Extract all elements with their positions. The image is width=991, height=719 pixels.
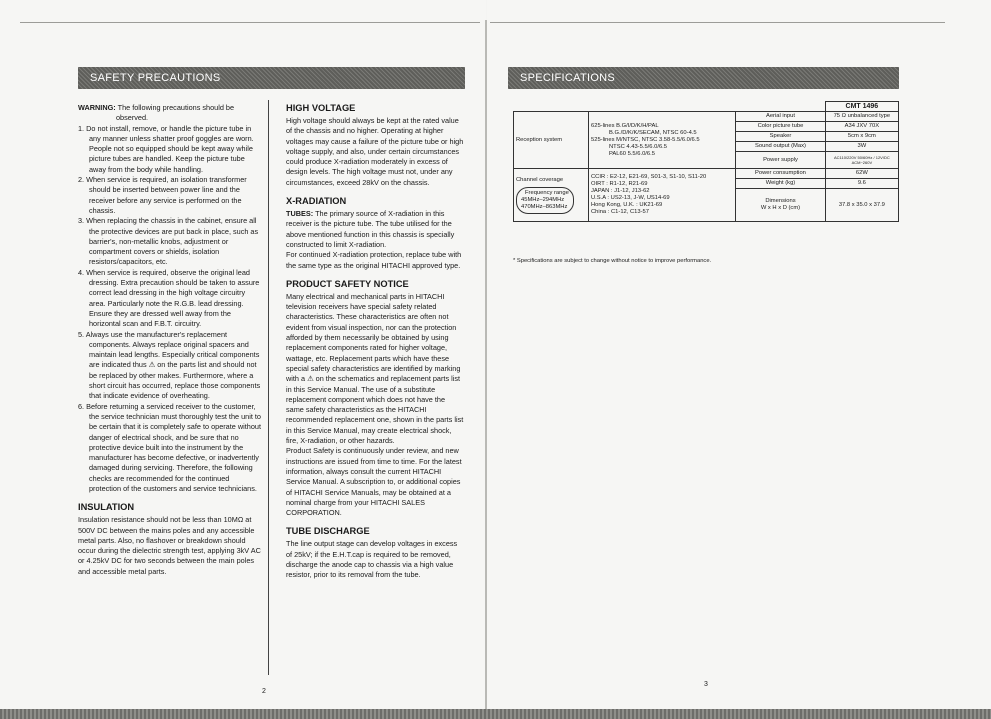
scan-edge — [0, 709, 991, 719]
precaution-item: 2. When service is required, an isolation transformer should be inserted between power line and the receiver before any service is performed on the chassis. — [78, 175, 247, 215]
psn-text-2: Product Safety is continuously under review, and new instructions are issued from time to time. For the latest information, always consult the current HITACHI Service Manual. A subscription to, or additional copies of HITACHI Service Manuals, may be obtained at a nominal charge from your HITACHI SALES CORPORATION. — [286, 446, 462, 518]
spec-value: AC110/220V 50/60Hz / 12V/DC ACM~260V — [825, 152, 898, 169]
page-number-right: 3 — [704, 681, 708, 688]
reception-values — [589, 112, 736, 169]
reception-line: 625-lines B.G/I/D/K/H/PAL — [591, 122, 659, 129]
reception-label: Reception system — [514, 112, 589, 169]
channel-label: Channel coverage — [516, 176, 564, 183]
frequency-label: Frequency range — [525, 189, 569, 196]
column-divider — [268, 100, 269, 675]
channel-values — [589, 169, 736, 222]
specifications-table — [513, 101, 899, 222]
spec-value: 5cm x 9cm — [825, 132, 898, 142]
specifications-banner: SPECIFICATIONS — [508, 67, 899, 89]
table-row — [514, 112, 899, 122]
channel-line: OIRT : R1-12, R21-69 — [591, 181, 648, 187]
channel-line: Hong Kong, U.K. : UK21-69 — [591, 202, 663, 208]
precaution-list — [78, 124, 261, 495]
precaution-item: 3. When replacing the chassis in the cabinet, ensure all the protective devices are put back in place, such as barrier's, non-metallic knobs, adjustment or compartment covers or shields, isolation resistors/capacitors, etc. — [78, 216, 259, 267]
precaution-item: 4. When service is required, observe the original lead dressing. Extra precaution should be taken to assure correct lead dressing in the high voltage circuitry area. Particularly note the R.G.B. lead dressing. Ensure they are dressed well away from the horizontal scan and F.B.T. circuitry. — [78, 267, 260, 329]
spec-label: Weight (kg) — [736, 179, 826, 189]
reception-line: NTSC 4.43-5.5/6.0/6.5 — [609, 143, 668, 150]
top-rule-left — [20, 22, 480, 23]
page-gutter — [485, 20, 487, 710]
xrad-text: The primary source of X-radiation in this receiver is the picture tube. The tube utilised for the above mentioned function in this chassis is specially constructed to limit X-radiation. — [286, 209, 455, 249]
channel-line: U.S.A : US2-13, J-W, US14-69 — [591, 195, 670, 201]
spec-footnote: * Specifications are subject to change without notice to improve performance. — [513, 258, 712, 264]
spec-label: Power supply — [736, 152, 826, 169]
psn-text: Many electrical and mechanical parts in HITACHI television receivers have special safety related characteristics. These characteristics are often not evident from visual inspection, nor can the protection afforded by them necessarily be obtained by using replacement components rated for higher voltage, wattage, etc. Replacement parts which have these special safety characteristics are identified by marking with a ⚠ on the schematics and replacement parts list in this Service Manual. The use of a substitute replacement component which does not have the same safety characteristics as the HITACHI recommended replacement one, shown in the parts list in this Service Manual, may create electrical shock, fire, X-radiation, or other hazards. — [286, 291, 464, 446]
precaution-item: 6. Before returning a serviced receiver to the customer, the service technician must thoroughly test the unit to be certain that it is completely safe to operate without danger of electrical shock, and be sure that no protective device built into the instrument by the manufacturer has become defective, or inadvertently damaged during servicing. Therefore, the following checks are recommended for the continued protection of the customers and service technicians. — [78, 401, 261, 493]
xrad-text-2: For continued X-radiation protection, replace tube with the same type as the original HITACHI approved type. — [286, 250, 462, 270]
safety-banner: SAFETY PRECAUTIONS — [78, 67, 465, 89]
spec-value: 3W — [825, 142, 898, 152]
psn-heading: PRODUCT SAFETY NOTICE — [286, 278, 409, 289]
model-name: CMT 1496 — [825, 102, 898, 112]
warning-label: WARNING: — [78, 103, 116, 112]
precaution-item: 5. Always use the manufacturer's replacement components. Always replace original spacers and maintain lead lengths. Especially critical components are indicated thus ⚠ on the parts list and should not be replaced by other makes. Furthermore, where a short circuit has occurred, replace those components that indicate evidence of overheating. — [78, 329, 261, 401]
dimensions-label: Dimensions — [765, 198, 796, 204]
reception-line: 525-lines M/NTSC, NTSC 3.58-5.5/6.0/6.5 — [591, 136, 700, 143]
reception-line: PAL60 5.5/6.0/6.5 — [609, 150, 655, 157]
reception-line: B.G./D/K/K/SECAM, NTSC 60-4.5 — [609, 129, 697, 136]
model-row — [514, 102, 899, 112]
frequency-line: 470MHz–863MHz — [521, 203, 568, 210]
high-voltage-heading: HIGH VOLTAGE — [286, 103, 356, 113]
dimensions-value: 37.8 x 35.0 x 37.9 — [825, 189, 898, 222]
tube-text: The line output stage can develop voltages in excess of 25kV; if the E.H.T.cap is required to be removed, discharge the anode cap to chassis via a high value resistor, prior to its removal from the tube. — [286, 539, 458, 580]
spec-value: 75 Ω unbalanced type — [825, 112, 898, 122]
spec-value: 62W — [825, 169, 898, 179]
spec-value: A34 JXV 70X — [825, 122, 898, 132]
frequency-line: 45MHz–294MHz — [521, 196, 565, 203]
channel-line: China : C1-12, C13-57 — [591, 209, 650, 215]
insulation-heading: INSULATION — [78, 502, 135, 513]
table-row — [514, 169, 899, 179]
spec-value: 9.6 — [825, 179, 898, 189]
high-voltage-text: High voltage should always be kept at the rated value of the chassis and no higher. Operating at higher voltages may cause a failure of the picture tube or high voltage supply, and also, under certain circumstances could produce X-radiation moderately in excess of design levels. The high voltage must not, under any circumstances, exceed 28kV on the chassis. — [286, 116, 464, 187]
xrad-label: TUBES: — [286, 209, 314, 219]
precaution-item: 1. Do not install, remove, or handle the picture tube in any manner unless shatter proof goggles are worn. People not so equipped should be kept away while picture tubes are handled. Keep the picture tube away from the body while handling. — [78, 123, 254, 174]
dimensions-cell — [736, 189, 826, 222]
spec-label: Sound output (Max) — [736, 142, 826, 152]
insulation-text: Insulation resistance should not be less than 10MΩ at 500V DC between the mains poles and any accessible metal parts. Also, no flashover or breakdown should occur during the dielectric strength test, applying 3kV AC or 4.25kV DC for two seconds between the main poles and accessible metal parts. — [78, 515, 261, 576]
page-number-left: 2 — [262, 688, 266, 695]
channel-cell — [514, 169, 589, 222]
spec-label: Aerial input — [736, 112, 826, 122]
tube-heading: TUBE DISCHARGE — [286, 526, 370, 537]
spec-label: Color picture tube — [736, 122, 826, 132]
frequency-box — [516, 187, 574, 214]
xrad-heading: X-RADIATION — [286, 196, 347, 207]
warning-cont: observed. — [116, 113, 149, 123]
xrad-paragraph — [286, 209, 464, 250]
warning-text: The following precautions should be — [117, 103, 235, 112]
channel-line: CCIR : E2-12, E21-69, S01-3, S1-10, S11-20 — [591, 174, 707, 180]
right-column — [286, 103, 464, 581]
top-rule-right — [490, 22, 945, 23]
channel-line: JAPAN : J1-12, J13-62 — [591, 188, 650, 194]
spec-label: Power consumption — [736, 169, 826, 179]
dimensions-sub: W x H x D (cm) — [760, 205, 801, 211]
left-column — [78, 103, 261, 577]
spec-label: Speaker — [736, 132, 826, 142]
warning-line — [78, 103, 261, 124]
